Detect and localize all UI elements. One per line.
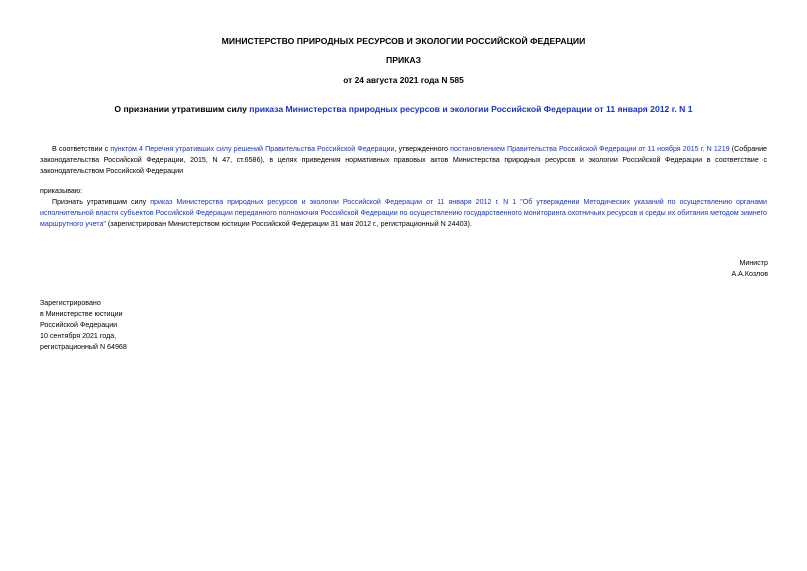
registration-line: в Министерстве юстиции	[40, 310, 123, 318]
preamble-text-2: , утвержденного	[394, 145, 451, 153]
signatory-name: А.А.Козлов	[731, 270, 768, 278]
order-paragraph	[40, 197, 767, 230]
order-text-1: Признать утратившим силу	[52, 198, 151, 206]
doc-title	[0, 104, 807, 114]
registration-line: Зарегистрировано	[40, 299, 101, 307]
preamble-text-3: (Собрание законодательства Российской Федерации, 2015, N 47, ст.6586), в целях приведения нормативных правовых актов Министерства природных ресурсов и экологии Российской Федерации в соответствие с законодательством Российской Федерации	[40, 145, 768, 175]
registration-line: Российской Федерации	[40, 321, 118, 329]
order-text-2: (зарегистрирован Министерством юстиции Российской Федерации 31 мая 2012 г., регистрационный N 24403).	[105, 220, 472, 228]
registration-line: регистрационный N 64968	[40, 343, 127, 351]
signatory-position: Министр	[739, 259, 768, 267]
title-order-link[interactable]: приказа Министерства природных ресурсов и экологии Российской Федерации от 11 января 2012 г. N 1	[249, 104, 693, 114]
ministry-heading: МИНИСТЕРСТВО ПРИРОДНЫХ РЕСУРСОВ И ЭКОЛОГИИ РОССИЙСКОЙ ФЕДЕРАЦИИ	[221, 36, 586, 46]
doc-type-heading: ПРИКАЗ	[386, 55, 421, 65]
order-word: приказываю:	[40, 187, 83, 195]
perechen-link[interactable]: пунктом 4 Перечня утративших силу решений Правительства Российской Федерации	[110, 145, 395, 153]
doc-title-prefix: О признании утратившим силу	[114, 104, 250, 114]
revoked-order-link[interactable]: приказ Министерства природных ресурсов и экологии Российской Федерации от 11 января 2012 г. N 1 "Об утверждении Методических указаний по осуществлению органами исполнительной власти субъектов Российской Федерации переданного полномочия Российской Федерации по осуществлению государственного мониторинга охотничьих ресурсов и среды их обитания методом зимнего маршрутного учета"	[40, 198, 768, 228]
postanovlenie-link[interactable]: постановлением Правительства Российской Федерации от 11 ноября 2015 г. N 1219	[450, 145, 730, 153]
registration-line: 10 сентября 2021 года,	[40, 332, 117, 340]
preamble-paragraph	[40, 144, 767, 177]
doc-date-number: от 24 августа 2021 года N 585	[343, 75, 464, 85]
preamble-text-1: В соответствии с	[52, 145, 111, 153]
